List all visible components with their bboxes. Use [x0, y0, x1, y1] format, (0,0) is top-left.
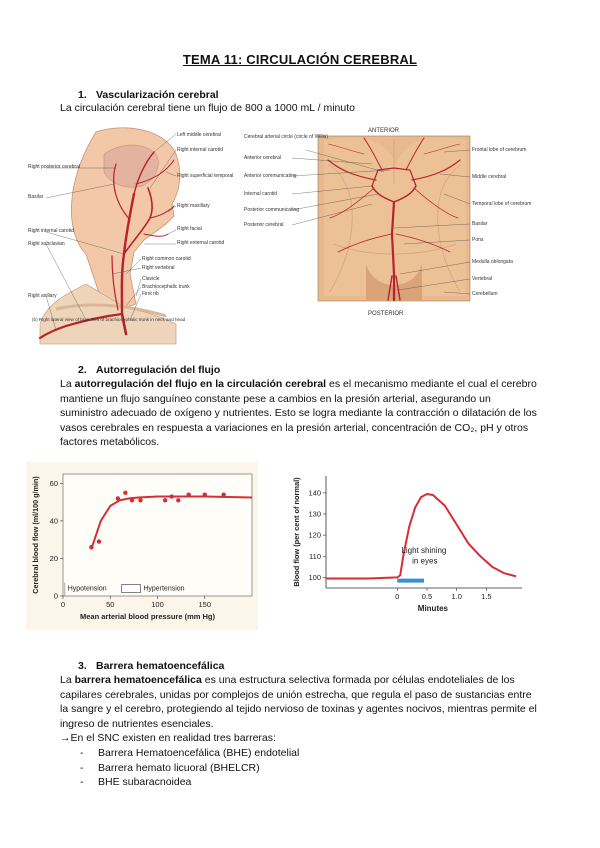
section-2-text-pre: La	[60, 378, 75, 390]
x-tick-label: 150	[198, 600, 212, 609]
x-tick-label: 1.0	[451, 592, 462, 601]
section-3-title: Barrera hematoencefálica	[96, 660, 225, 672]
fig1-label-9: Right subclavian	[28, 241, 65, 247]
plot-area	[63, 474, 252, 596]
section-3-text-bold: barrera hematoencefálica	[74, 674, 202, 686]
y-tick-label: 20	[49, 553, 58, 563]
normotension-box	[122, 584, 141, 592]
section-2-text-post: es el mecanismo mediante el cual el cerebro mantiene un flujo sanguíneo constante pese a cambios en la presión arterial, asegurando un suministro adecuado de oxígeno y nutrientes. Esto se logra mediante la contracción o dilatación de los vasos cerebrales en respuesta a variaciones en la presión arterial, concentración de CO₂, pH y otros factores metabólicos.	[60, 378, 537, 449]
x-tick-label: 50	[106, 600, 115, 609]
data-point-0	[89, 545, 93, 549]
fig1-label-0: Left middle cerebral	[177, 132, 221, 138]
y-axis-label: Blood flow (per cent of normal)	[292, 477, 301, 587]
fig2-left-label-2: Anterior communicating	[244, 173, 297, 179]
fig1-label-10: Right common carotid	[142, 256, 191, 262]
fig2-left-label-1: Anterior cerebral	[244, 155, 281, 161]
fig2-left-label-3: Internal carotid	[244, 191, 278, 197]
fig2-right-label-0: Frontal lobe of cerebrum	[472, 147, 527, 153]
annotation-line-2: in eyes	[412, 556, 438, 566]
fig2-left-label-4: Posterior communicating	[244, 207, 300, 213]
x-tick-label: 0.5	[421, 592, 433, 601]
page-title: TEMA 11: CIRCULACIÓN CEREBRAL	[182, 52, 418, 67]
data-point-9	[186, 492, 190, 496]
section-2-heading	[78, 364, 220, 376]
section-2-paragraph	[60, 377, 540, 450]
fig1-label-15: First rib	[142, 291, 159, 297]
fig2-right-label-5: Medulla oblongata	[472, 259, 513, 265]
figure-circle-of-willis	[244, 124, 532, 324]
data-point-5	[138, 498, 142, 502]
data-point-1	[97, 539, 101, 543]
fig1-label-13: Brachiocephalic trunk	[142, 284, 190, 290]
hypotension-label: Hypotension	[67, 585, 107, 593]
annotation-line-1: Light shining	[401, 546, 447, 556]
data-point-2	[116, 496, 120, 500]
hypertension-label: Hypertension	[143, 585, 185, 593]
fig1-label-7: Right internal carotid	[28, 228, 74, 234]
y-tick-label: 60	[49, 478, 58, 488]
blood-flow-curve	[326, 494, 516, 579]
data-point-10	[203, 492, 207, 496]
x-axis-label: Minutes	[417, 604, 449, 613]
data-point-7	[169, 494, 173, 498]
section-3-intro: →En el SNC existen en realidad tres barreras:	[60, 732, 276, 745]
fig2-right-label-2: Temporal lobe of cerebrum	[472, 201, 532, 207]
fig2-left-label-5: Posterior cerebral	[244, 222, 284, 228]
fig1-label-1: Right internal carotid	[177, 147, 223, 153]
section-1-title: Vascularización cerebral	[96, 89, 219, 101]
fig1-label-12: Clavicle	[142, 276, 160, 282]
x-tick-label: 1.5	[481, 592, 492, 601]
data-point-3	[123, 491, 127, 495]
fig2-right-label-7: Cerebellum	[472, 291, 498, 297]
y-tick-label: 0	[53, 591, 58, 601]
barrier-list	[60, 746, 540, 790]
fig2-right-label-3: Basilar	[472, 221, 488, 227]
section-3-paragraph	[60, 673, 540, 790]
section-3-heading	[78, 660, 224, 672]
section-2-title: Autorregulación del flujo	[96, 364, 221, 376]
list-item: - Barrera hemato licuoral (BHELCR)	[60, 761, 540, 776]
list-item: - Barrera Hematoencefálica (BHE) endotelial	[60, 746, 540, 761]
section-3-number: 3.	[78, 660, 87, 672]
section-2-number: 2.	[78, 364, 87, 376]
fig1-label-5: Right maxillary	[177, 203, 210, 209]
section-1-heading	[78, 89, 219, 101]
figure-head-neck-arteries	[26, 124, 236, 344]
fig1-label-4: Basilar	[28, 194, 44, 200]
fig2-top-label: ANTERIOR	[368, 128, 400, 134]
x-axis-label: Mean arterial blood pressure (mm Hg)	[79, 612, 216, 621]
x-tick-label: 100	[151, 600, 164, 609]
x-tick-label: 0	[60, 600, 66, 609]
y-axis-label: Cerebral blood flow (ml/100 g/min)	[31, 476, 40, 594]
x-tick-label: 0	[395, 592, 400, 601]
y-tick-label: 130	[308, 509, 321, 519]
fig1-label-14: Right axillary	[28, 293, 57, 299]
fig1-label-6: Right facial	[177, 226, 202, 232]
list-item: - BHE subaracnoidea	[60, 775, 540, 790]
data-point-11	[221, 492, 225, 496]
y-tick-label: 40	[49, 516, 58, 526]
fig2-right-label-6: Vertebral	[472, 276, 493, 282]
data-point-6	[163, 498, 167, 502]
section-1-number: 1.	[78, 89, 87, 101]
chart-autoregulation	[26, 462, 258, 630]
fig1-label-3: Right superficial temporal	[177, 173, 234, 179]
y-tick-label: 120	[308, 530, 321, 540]
section-1-text: La circulación cerebral tiene un flujo de 800 a 1000 mL / minuto	[60, 102, 355, 114]
data-point-4	[130, 498, 134, 502]
y-tick-label: 110	[309, 551, 321, 561]
section-3-text-post: es una estructura selectiva formada por células endoteliales de los capilares cerebrales, unidas por complejos de unión estrecha, que regula el paso de sustancias entre la sangre y el cerebro, protegiendo al tejido nervioso de toxinas y agentes nocivos, mientras permite el ingreso de nutrientes esenciales.	[60, 674, 537, 730]
fig1-label-8: Right external carotid	[177, 240, 225, 246]
section-2-text-bold: autorregulación del flujo en la circulación cerebral	[74, 378, 327, 390]
y-tick-label: 100	[308, 572, 321, 582]
data-point-8	[176, 498, 180, 502]
fig1-label-2: Right posterior cerebral	[28, 164, 80, 170]
fig2-right-label-4: Pons	[472, 237, 484, 243]
section-3-definition	[60, 673, 540, 731]
fig1-caption: (b) Right lateral view of branches of brachiocephalic trunk in neck and head	[32, 317, 186, 322]
chart-light-response	[290, 468, 526, 618]
y-tick-label: 140	[308, 488, 321, 498]
fig2-bottom-label: POSTERIOR	[368, 311, 404, 317]
fig2-left-label-0: Cerebral arterial circle (circle of Willis)	[244, 134, 328, 140]
section-3-text-pre: La	[60, 674, 75, 686]
fig2-right-label-1: Middle cerebral	[472, 174, 507, 180]
fig1-label-11: Right vertebral	[142, 265, 175, 271]
